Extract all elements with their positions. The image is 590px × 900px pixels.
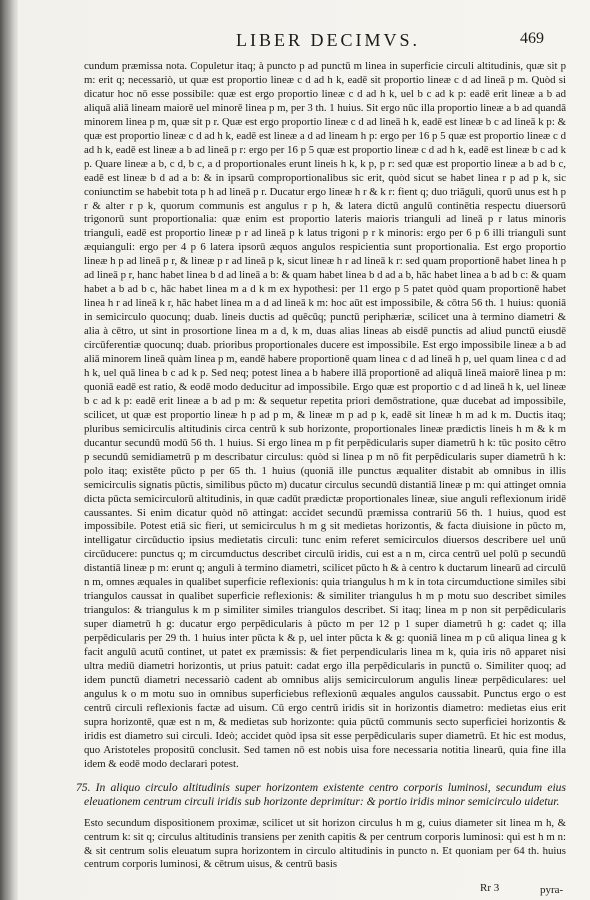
proposition-block (76, 780, 566, 810)
paragraph-1: cundum præmissa nota. Copuletur itaq; à puncto p ad punctū m linea in superficie circuli altitudinis, quæ sit p m: erit q; necessariò, ut quæ est proportio lineæ c d ad h k, eadē sit proportio lineæ c d ad lineā p m. Quòd si dicatur hoc nō esse possibile: quæ est ergo proportio lineæ c d ad h k, uel b c ad k p: eadē erit lineæ a b ad aliquā aliā lineam maiorē uel minorē linea p m, per 3 th. 1 huius. Sit ergo nūc illa proportio lineæ a b ad quandā minorem linea p m, quæ sit p r. Quæ est ergo proportio lineæ c d ad lineā h k, eadē est lineæ b c ad lineā k p: & quæ est proportio lineæ c d ad h k, eadē est lineæ a d ad lineam h p: ergo per 16 p 5 quæ est proportio lineæ c d ad h k, eadē est lineæ a b ad lineā p r: ergo per 16 p 5 quæ est proportio lineæ c d ad h k, eadē est lineæ b c ad k p. Quare lineæ a b, c d, b c, a d proportionales erunt lineis h k, k p, p r: sed quæ est proportio lineæ a b ad b c, eadē est lineæ b d ad a b: & in ipsarū comproportionalibus sic erit, quòd sicut se habet linea r p ad p k, sic coniunctim se habebit tota p h ad lineā p r. Ducatur ergo lineæ h r & k r: fient q; duo triāguli, quorū unus est h p r & alter r p k, quorum communis est angulus r p h, & latera dictū angulū continētia respectu diuersorū trigonorū sunt proportionalia: quæ enim est proportio lateris maioris trianguli ad lineā p r latus minoris trianguli, eadē est proportio lineæ p r ad lineā p k latus trigoni p r k minoris: ergo per 6 p 6 illi trianguli sunt æquianguli: ergo per 4 p 6 latera ipsorū æquos angulos respicientia sunt proportionalia. Est ergo proportio lineæ h p ad lineā p r, & lineæ p r ad lineā p k, sicut lineæ h r ad lineā k r: sed quam proportionē habet linea h p ad lineā p r, hanc habet linea b d ad lineā a b: & quam habet linea b d ad a b, hāc habet linea a b ad b c: & quam habet a b ad b c, hāc habet linea m a d k m ex hypothesi: per 11 ergo p 5 patet quòd quam proportionē habet linea h r ad lineā k r, hāc habet linea m a d ad lineā k m: hoc aūt est impossibile, & cōtra 56 th. 1 huius: quoniā in semicirculo quocunq; duab. lineis ductis ad quēcūq; punctū periphæriæ, scilicet una à termino diametri & alia à cētro, ut sint in prosortione linea m a d, k m, duas alias lineas ab eisdē punctis ad aliud punctū eiusdē circūferentiæ quocunq; duab. prioribus proportionales ducere est impossibile. Est ergo impossibile lineæ a b ad aliā minorem lineā quàm linea p m, eandē habere proportionē quam linea c d ad lineā h p, uel quam linea c d ad h k, uel quā linea b c ad k p. Sed neq; potest linea a b habere illā proportionē ad aliquā lineā maiorē linea p m: quoniā eadē est ratio, & eodē modo deducitur ad impossibile. Ergo quæ est proportio c d ad lineā h k, uel lineæ b c ad k p: eadē erit lineæ a b ad p m: & sequetur repetita priori demōstratione, quæ ducebat ad impossibile, scilicet, ut quæ est proportio lineæ h p ad p m, & lineæ m p ad p k, eadē sit lineæ h m ad k m. Ductis itaq; pluribus semicirculis altitudinis circa centrū k sub horizonte, proportionales lineæ prædictis lineis h m & k m ducantur secundū modū 56 th. 1 huius. Si ergo linea m p fit perpēdicularis super diametrū h k: tūc posito cētro p secundū semidiametrū p m describatur circulus: quòd si linea p m nō fit perpēdicularis super diametrū h k: polo itaq; existēte pūcto p per 65 th. 1 huius (quoniā ille punctus æqualiter distabit ab omnibus in illis semicirculis signatis pūctis, similibus pūcto m) ducatur circulus secundū distantiā lineæ p m: qui attinget omnia dicta pūcta semicirculorū altitudinis, in quæ cadūt prædictæ proportionales lineæ, siue anguli reflexionum iridē caussantes. Si enim dicatur quòd nō attingat: accidet secundū præmissa contrariū 56 th. 1 huius, quod est impossibile. Potest etiā sic fieri, ut semicirculus h m g sit medietas horizontis, & facta diuisione in pūcto m, intelligatur circūductio ipsius medietatis circuli: tunc enim referet semicirculos diuersos describere uel unū circūducere: punctus q; m circumductus describet circulū iridis, cui est a n m, circa centrū uel polū p secundū distantiā lineæ p m: erunt q; anguli à termino diametri, scilicet pūcto h & à centro k ductarum linearū ad circulū n m, omnes æquales in qualibet superficie reflexionis: quia triangulus h m k in tota circumductione similes sibi triangulos caussat in qualibet superficie reflexionis: & similiter triangulus h m p motu suo describet similes triangulos: & triangulus k m p similiter similes triangulos describet. Si itaq; linea m p non sit perpēdicularis super diametrū h g: ducatur ergo perpēdicularis à pūcto m per 12 p 1 super diametrū h g: cadet q; illa perpēdicularis per 29 th. 1 huius inter pūcta k & p, uel inter pūcta k & g: quoniā linea m p cū aliqua linea g k facit angulū acutū continet, ut patet ex præmissis: & fiet perpendicularis linea m k, quia iris nō apparet nisi ultra mediū diametri horizontis, ut prius patuit: cadat ergo illa perpēdicularis in punctū o. Similiter quoq; ad idem punctū diametri necessariò cadent ab omnibus alijs semicirculorum angulis lineæ perpēdiculares: uel angulus k o m motu suo in omnibus superficiebus reflexionū æquales angulos caussabit. Punctus ergo o est centrū circuli reflexionis factæ ad uisum. Cū ergo centrū iridis sit in horizontis diametro: medietas eius erit supra horizontē, quæ est n m, & medietas sub horizonte: quia pūctū communis secto superficiei horizontis & iridis est diametro sui circuli. Ideò; accidet quòd ipsa sit esse perpēdicularis super diametrū. Et hic est modus, quo Aristoteles propositū conclusit. Sed tamen nō est nobis uisa fore necessaria notitia linearū, quia fine illa idem & eodē modo declarari potest. (84, 60, 566, 770)
proposition-text: In aliquo circulo altitudinis super horizontem existente centro corporis luminosi, secundum eius eleuationem centrum circuli iridis sub horizonte deprimitur: & portio iridis minor semicirculo uidetur. (84, 780, 566, 809)
page-number: 469 (520, 30, 544, 47)
proposition-number: 75. (76, 780, 91, 794)
page-gutter-shadow (0, 0, 18, 900)
running-title: LIBER DECIMVS. (236, 30, 421, 50)
signature-mark: Rr 3 (480, 882, 500, 894)
catchword: pyra- (540, 884, 564, 896)
page-header (0, 30, 590, 60)
text-body (76, 60, 566, 872)
paragraph-2: Esto secundum dispositionem proximæ, scilicet ut sit horizon circulus h m g, cuius diameter sit linea m h, & centrum k: sit q; circulus altitudinis transiens per zenith capitis & per centrum corporis luminosi: qui est h m n: & sit centrum solis eleuatum supra horizontem in circulo altitudinis in puncto n. Et quoniam per 64 th. huius centrum corporis luminosi, & cētrum uisus, & centrū basis (84, 816, 566, 871)
